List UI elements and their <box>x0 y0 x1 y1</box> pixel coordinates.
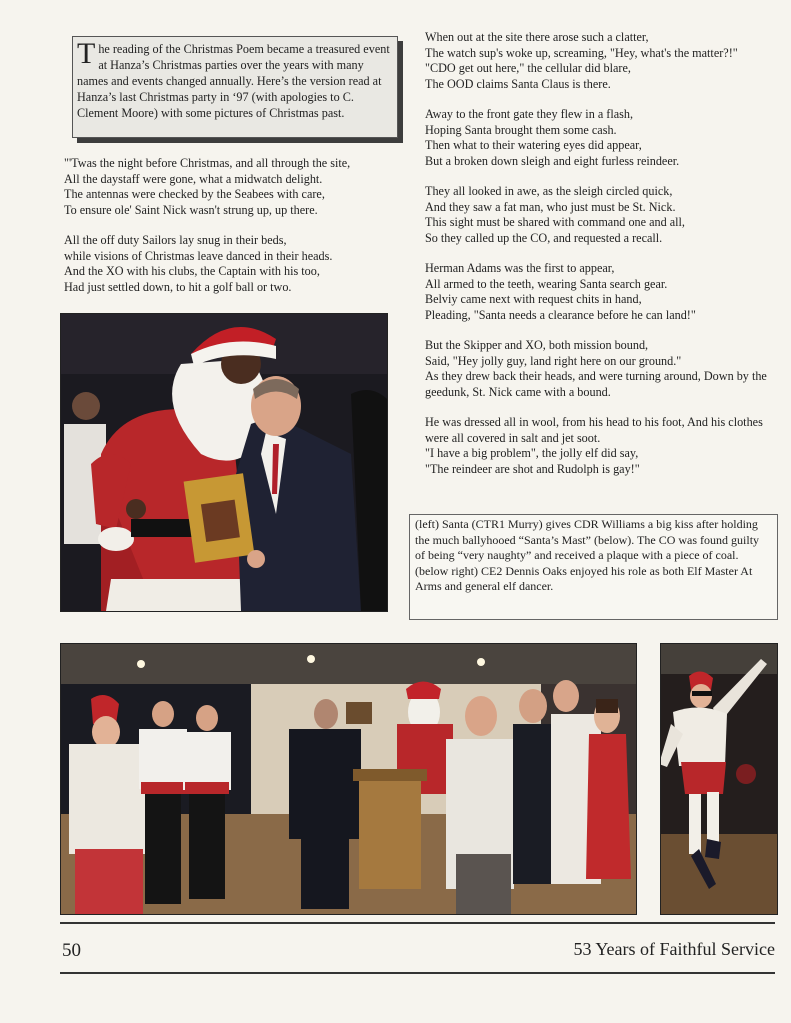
poem-line: To ensure ole' Saint Nick wasn't strung up, up there. <box>64 202 318 217</box>
poem-stanza <box>425 415 780 477</box>
poem-line: Had just settled down, to hit a golf ball or two. <box>64 279 292 294</box>
photo-santas-mast <box>60 643 637 915</box>
poem-stanza <box>64 156 394 218</box>
intro-text: he reading of the Christmas Poem became a treasured event at Hanza’s Christmas parties over the years with many names and events changed annually. Here’s the version read at Hanza’s last Christmas party in ‘97 (with apologies to C. Clement Moore) with some pictures of Christmas past. <box>77 42 390 120</box>
intro-dropcap: T <box>77 37 96 70</box>
poem-line: The OOD claims Santa Claus is there. <box>425 76 611 91</box>
poem-left-column <box>64 156 394 310</box>
poem-line: This sight must be shared with command one and all, <box>425 215 685 229</box>
poem-stanza <box>425 338 780 400</box>
poem-line: while visions of Christmas leave danced in their heads. <box>64 248 333 263</box>
poem-line: All armed to the teeth, wearing Santa search gear. <box>425 276 668 291</box>
poem-stanza <box>64 233 394 295</box>
photo-mast-illustration <box>61 644 636 914</box>
intro-box <box>72 36 398 138</box>
poem-line: "'Twas the night before Christmas, and all through the site, <box>64 156 351 170</box>
poem-line: As they drew back their heads, and were turning around, Down by the geedunk, St. Nick came with a bound. <box>425 369 767 399</box>
poem-line: And they saw a fat man, who just must be St. Nick. <box>425 199 676 214</box>
poem-line: Belviy came next with request chits in hand, <box>425 292 642 306</box>
poem-right-column <box>425 30 780 492</box>
footer-rule-top <box>60 922 775 924</box>
poem-line: But a broken down sleigh and eight furless reindeer. <box>425 153 680 168</box>
poem-stanza <box>425 30 780 92</box>
poem-line: So they called up the CO, and requested a recall. <box>425 230 663 245</box>
footer-title: 53 Years of Faithful Service <box>573 939 775 959</box>
poem-line: Said, "Hey jolly guy, land right here on our ground." <box>425 353 682 368</box>
photo-elf-dancer <box>660 643 778 915</box>
caption-right: (below right) CE2 Dennis Oaks enjoyed his role as both Elf Master At Arms and general elf dancer. <box>415 563 753 593</box>
poem-stanza <box>425 261 780 323</box>
poem-line: Then what to their watering eyes did appear, <box>425 138 642 152</box>
poem-line: "I have a big problem", the jolly elf did say, <box>425 446 639 460</box>
caption-box <box>409 514 778 620</box>
poem-line: But the Skipper and XO, both mission bound, <box>425 338 649 352</box>
page-number: 50 <box>62 940 81 961</box>
poem-line: Hoping Santa brought them some cash. <box>425 122 617 137</box>
photo-elf-illustration <box>661 644 777 914</box>
poem-line: He was dressed all in wool, from his head to his foot, And his clothes were all covered in salt and jet soot. <box>425 415 763 445</box>
poem-line: "The reindeer are shot and Rudolph is gay!" <box>425 461 640 476</box>
poem-line: Pleading, "Santa needs a clearance before he can land!" <box>425 307 696 322</box>
poem-line: All the off duty Sailors lay snug in their beds, <box>64 233 287 247</box>
photo-santa-illustration <box>61 314 387 611</box>
poem-stanza <box>425 107 780 169</box>
poem-line: Herman Adams was the first to appear, <box>425 261 615 275</box>
poem-line: "CDO get out here," the cellular did blare, <box>425 61 631 75</box>
photo-santa-and-cdr <box>60 313 388 612</box>
poem-line: Away to the front gate they flew in a flash, <box>425 107 634 121</box>
footer-rule-bottom <box>60 972 775 974</box>
poem-line: The watch sup's woke up, screaming, "Hey, what's the matter?!" <box>425 45 738 60</box>
poem-line: The antennas were checked by the Seabees with care, <box>64 187 325 201</box>
poem-line: When out at the site there arose such a clatter, <box>425 30 649 44</box>
poem-line: And the XO with his clubs, the Captain with his too, <box>64 264 320 278</box>
caption-left: (left) Santa (CTR1 Murry) gives CDR Williams a big kiss after holding the much ballyhooed “Santa’s Mast” (below). The CO was found guilty of being “very naughty” and received a plaque with a piece of coal. <box>415 517 760 562</box>
poem-line: They all looked in awe, as the sleigh circled quick, <box>425 184 673 198</box>
poem-stanza <box>425 184 780 246</box>
poem-line: All the daystaff were gone, what a midwatch delight. <box>64 171 323 186</box>
